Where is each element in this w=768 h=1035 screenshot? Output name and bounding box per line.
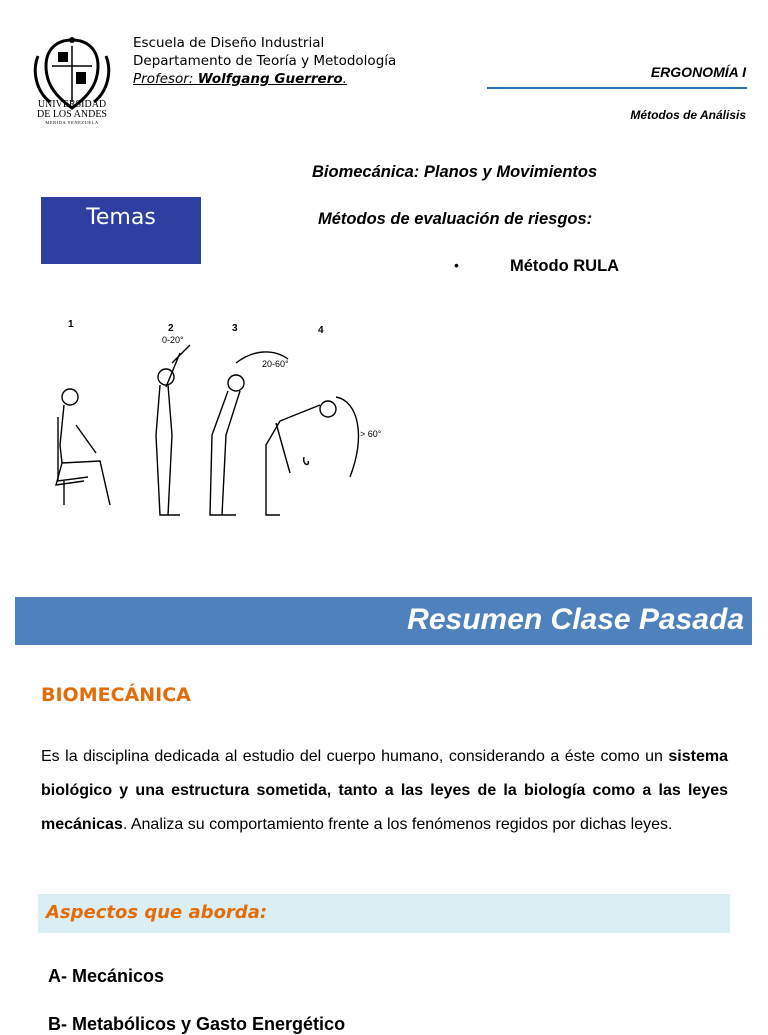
university-name: UNIVERSIDAD DE LOS ANDES MERIDA VENEZUELA [36,99,107,125]
bending-person-body [210,391,240,515]
figure-angle-2: 20-60° [262,359,289,369]
figure-label-1: 1 [68,319,74,330]
summary-banner-title: Resumen Clase Pasada [407,603,744,636]
bending-person-head [228,375,244,391]
topic-biomechanics: Biomecánica: Planos y Movimientos [312,163,598,181]
topics-label-box [41,197,201,264]
school-name: Escuela de Diseño Industrial [133,35,325,51]
aspect-item-a: A- Mecánicos [48,966,165,986]
seated-person-head [62,389,78,405]
biomechanics-heading: BIOMECÁNICA [41,684,191,706]
figure-angle-3: > 60° [360,429,382,439]
institution-info [133,34,396,88]
stooping-person-head [320,401,336,417]
angle-arc-0-20 [166,345,190,387]
chair [58,417,88,505]
topic-rula: Método RULA [510,257,620,275]
figure-label-2: 2 [168,323,174,334]
professor-line: Profesor: Wolfgang Guerrero. [133,71,347,87]
biomechanics-definition: Es la disciplina dedicada al estudio del cuerpo humano, considerando a éste como un sistema biológico y una estructura sometida, tanto a las leyes de la biología como a las leyes mecánicas. Analiza su comportamiento frente a los fenómenos regidos por dichas leyes. [41,748,728,833]
professor-name: Wolfgang Guerrero [197,71,343,87]
standing-person-body [156,385,180,515]
posture-figure [40,305,400,525]
section-title: Métodos de Análisis [630,108,746,122]
definition-emphasis: sistema biológico y una estructura sometida, tanto a las leyes de la biología como a las leyes mecánicas [41,748,728,833]
topic-risk-methods: Métodos de evaluación de riesgos: [318,210,593,228]
header-divider [487,87,747,89]
bullet-icon: • [454,257,459,273]
stooping-person-body [266,405,320,515]
topics-label: Temas [86,205,156,230]
summary-banner [15,597,752,645]
course-title: ERGONOMÍA I [650,64,746,80]
aspect-item-b: B- Metabólicos y Gasto Energético [48,1014,346,1034]
figure-label-3: 3 [232,323,238,334]
figure-angle-1: 0-20° [162,335,184,345]
aspects-heading: Aspectos que aborda: [46,902,268,923]
figure-label-4: 4 [318,325,324,336]
standing-person-head [158,369,174,385]
aspects-banner [38,894,730,933]
angle-arc-over-60 [336,397,358,477]
department-name: Departamento de Teoría y Metodología [133,53,397,69]
